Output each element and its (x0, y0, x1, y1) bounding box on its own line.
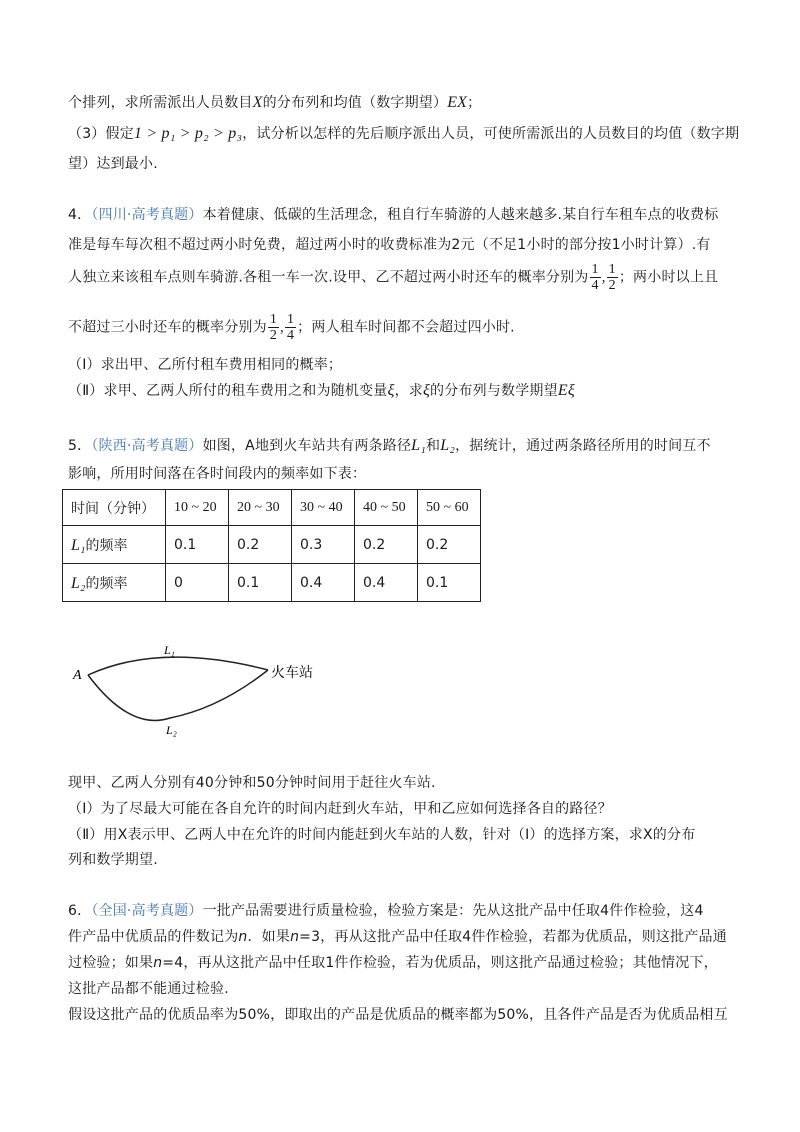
question-source: （四川·高考真题） (91, 207, 203, 223)
route-diagram (60, 636, 340, 746)
table-cell: 0.2 (229, 526, 292, 564)
question-source: （陕西·高考真题） (91, 438, 203, 454)
text: ，试分析以怎样的先后顺序派出人员，可使所需派出的人员数目的均值（数字期 (242, 126, 740, 142)
table-cell: 0.2 (418, 526, 481, 564)
math-x: X (252, 94, 263, 111)
q5-part-2 (68, 825, 695, 845)
path-l1-curve (88, 657, 268, 675)
prev-problem-line-1 (68, 93, 481, 113)
text: =4，再从这批产品中任取1件作检验，若为优质品，则这批产品通过检验；其他情况下， (162, 955, 718, 971)
text: ； (467, 95, 482, 111)
table-header-cell: 50 ~ 60 (418, 490, 481, 526)
table-header-cell: 20 ~ 30 (229, 490, 292, 526)
math-l2: L₂ (440, 437, 456, 454)
text: （Ⅰ）求出甲、乙所付租车费用相同的概率； (68, 357, 343, 373)
text: ，据统计，通过两条路径所用的时间互不 (455, 438, 711, 454)
table-cell: 0.2 (355, 526, 418, 564)
table-cell: 0 (166, 564, 229, 602)
text: ，求 (394, 383, 423, 399)
table-cell: 0.1 (166, 526, 229, 564)
comma: , (601, 269, 606, 286)
text: ；两小时以上且 (618, 269, 719, 286)
table-header-cell: 30 ~ 40 (292, 490, 355, 526)
text: （Ⅰ）为了尽最大可能在各自允许的时间内赶到火车站，甲和乙应如何选择各自的路径？ (68, 801, 612, 817)
table-cell: 0.4 (355, 564, 418, 602)
text: 影响，所用时间落在各时间段内的频率如下表： (68, 466, 367, 482)
table-cell: 0.1 (229, 564, 292, 602)
q5-line-2 (68, 464, 366, 484)
text: （3）假定 (68, 126, 134, 142)
q4-part-2 (68, 381, 575, 401)
table-cell: 0.3 (292, 526, 355, 564)
text: 现甲、乙两人分别有40分钟和50分钟时间用于赶往火车站. (68, 775, 436, 791)
text: 过检验；如果 (68, 955, 154, 971)
denominator: 2 (269, 328, 278, 343)
text: 人独立来该租车点则车骑游.各租一车一次.设甲、乙不超过两小时还车的概率分别为 (68, 269, 589, 286)
q6-line-3 (68, 953, 718, 973)
table-row-label (63, 526, 166, 564)
numerator: 1 (591, 262, 599, 277)
label-l2: L₂ (166, 723, 177, 737)
q5-line-1 (68, 436, 711, 456)
prev-problem-line-3 (68, 154, 158, 174)
denominator: 4 (286, 328, 295, 343)
table-cell: 0.1 (418, 564, 481, 602)
numerator: 1 (608, 262, 616, 277)
q4-line-2 (68, 235, 711, 255)
question-number: 5． (68, 438, 92, 454)
text: 的频率 (85, 575, 128, 592)
math-n: n (238, 929, 248, 945)
table-header-cell: 时间（分钟） (63, 490, 166, 526)
math-xi: ξ (387, 382, 395, 399)
text: 本着健康、低碳的生活理念，租自行车骑游的人越来越多.某自行车租车点的收费标 (202, 207, 719, 223)
math-exi: Eξ (557, 382, 575, 399)
q5-part-1 (68, 799, 612, 819)
text: 和 (426, 438, 441, 454)
text: （Ⅱ）用X表示甲、乙两人中在允许的时间内能赶到火车站的人数，针对（Ⅰ）的选择方案，求X的分布 (68, 827, 696, 843)
fraction (607, 262, 618, 293)
math-n: n (290, 929, 300, 945)
path-l2-curve (88, 670, 268, 720)
table-header-cell: 10 ~ 20 (166, 490, 229, 526)
fraction (285, 312, 296, 343)
question-source: （全国·高考真题） (91, 903, 203, 919)
numerator: 1 (286, 312, 295, 327)
comma: , (280, 319, 284, 336)
prev-problem-line-2 (68, 124, 739, 144)
text: 件产品中优质品的件数记为 (68, 929, 239, 945)
denominator: 4 (591, 278, 599, 293)
text: =3，再从这批产品中任取4件作检验，若都为优质品，则这批产品通 (299, 929, 727, 945)
text: ．如果 (247, 929, 291, 945)
text: 准是每车每次租不超过两小时免费，超过两小时的收费标准为2元（不足1小时的部分按1小时计算）.有 (68, 237, 711, 253)
math-l1: L₁ (71, 536, 86, 554)
text: 假设这批产品的优质品率为50%，即取出的产品是优质品的概率都为50%，且各件产品是否为优质品相互 (68, 1007, 728, 1023)
math-inequality: 1 > p₁ > p₂ > p₃ (133, 125, 243, 142)
table-row (63, 490, 481, 526)
label-a: A (73, 668, 82, 683)
q6-line-2 (68, 927, 727, 947)
text: 的频率 (85, 537, 128, 554)
q5-line-3 (68, 773, 436, 793)
text: 这批产品都不能通过检验. (68, 981, 229, 997)
text: 的分布列和均值（数字期望） (262, 95, 448, 111)
q5-part-2-cont (68, 850, 158, 870)
frequency-table (62, 489, 481, 602)
q6-line-1 (68, 901, 704, 921)
table-row (63, 564, 481, 602)
label-l1: L₁ (164, 643, 175, 657)
math-xi: ξ (422, 382, 431, 399)
q4-line-4 (68, 312, 515, 343)
table-header-cell: 40 ~ 50 (355, 490, 418, 526)
numerator: 1 (269, 312, 278, 327)
question-number: 4． (68, 207, 92, 223)
q4-part-1 (68, 355, 342, 375)
text: 如图，A地到火车站共有两条路径 (202, 438, 412, 454)
question-number: 6． (68, 903, 92, 919)
q4-line-1 (68, 205, 718, 225)
math-ex: EX (447, 94, 468, 111)
text: 望）达到最小. (68, 156, 158, 172)
math-n: n (153, 955, 163, 971)
text: 不超过三小时还车的概率分别为 (68, 319, 267, 336)
text: （Ⅱ）求甲、乙两人所付的租车费用之和为随机变量 (68, 383, 388, 399)
q4-line-3 (68, 262, 718, 293)
denominator: 2 (608, 278, 616, 293)
text: 列和数学期望. (68, 852, 158, 868)
text: 一批产品需要进行质量检验，检验方案是：先从这批产品中任取4件作检验，这4 (202, 903, 704, 919)
label-station: 火车站 (271, 665, 313, 681)
table-row (63, 526, 481, 564)
text: ；两人租车时间都不会超过四小时. (297, 319, 515, 336)
math-l1: L₁ (411, 437, 427, 454)
math-l2: L₂ (71, 574, 86, 592)
table-cell: 0.4 (292, 564, 355, 602)
text: 的分布列与数学期望 (430, 383, 558, 399)
q6-line-4 (68, 979, 229, 999)
fraction (590, 262, 601, 293)
text: 个排列，求所需派出人员数目 (68, 95, 253, 111)
q6-line-5 (68, 1005, 728, 1025)
table-row-label (63, 564, 166, 602)
fraction (268, 312, 279, 343)
